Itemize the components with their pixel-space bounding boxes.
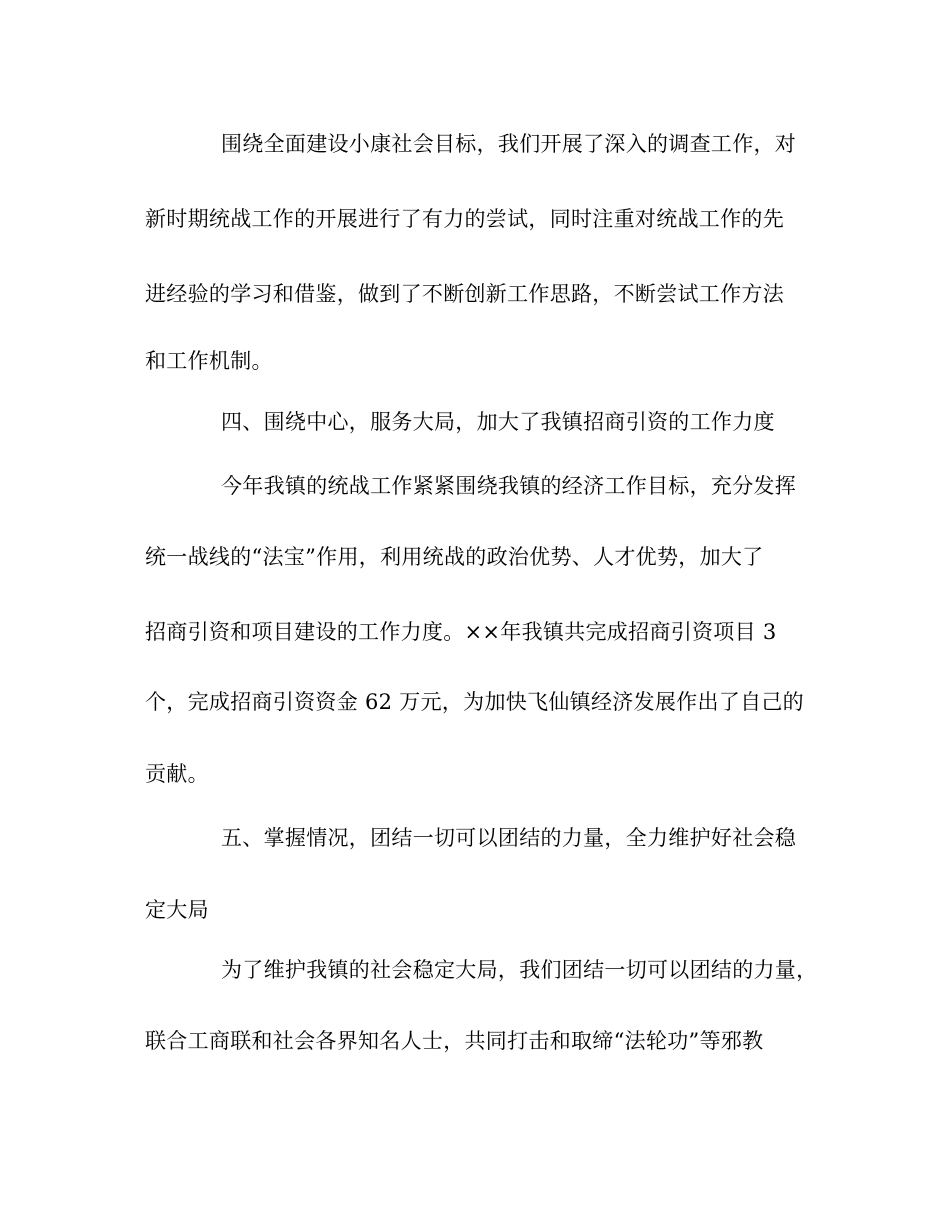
section-heading-continuation: 定大局 (145, 898, 209, 922)
paragraph-line: 招商引资和项目建设的工作力度。××年我镇共完成招商引资项目 3 (145, 620, 777, 644)
paragraph-line: 联合工商联和社会各界知名人士，共同打击和取缔“法轮功”等邪教 (145, 1029, 764, 1053)
paragraph-line: 围绕全面建设小康社会目标，我们开展了深入的调查工作，对 (221, 132, 797, 156)
paragraph-line: 今年我镇的统战工作紧紧围绕我镇的经济工作目标，充分发挥 (221, 474, 797, 498)
paragraph-line: 为了维护我镇的社会稳定大局，我们团结一切可以团结的力量， (221, 958, 818, 982)
paragraph-line: 贡献。 (145, 762, 209, 786)
section-heading: 四、围绕中心，服务大局，加大了我镇招商引资的工作力度 (221, 410, 775, 434)
paragraph-line: 新时期统战工作的开展进行了有力的尝试，同时注重对统战工作的先 (145, 207, 784, 231)
paragraph-line: 个，完成招商引资资金 62 万元，为加快飞仙镇经济发展作出了自己的 (145, 690, 804, 714)
section-heading: 五、掌握情况，团结一切可以团结的力量，全力维护好社会稳 (221, 826, 797, 850)
paragraph-line: 统一战线的“法宝”作用，利用统战的政治优势、人才优势，加大了 (145, 545, 764, 569)
paragraph-line: 和工作机制。 (145, 349, 273, 373)
paragraph-line: 进经验的学习和借鉴，做到了不断创新工作思路，不断尝试工作方法 (145, 282, 784, 306)
